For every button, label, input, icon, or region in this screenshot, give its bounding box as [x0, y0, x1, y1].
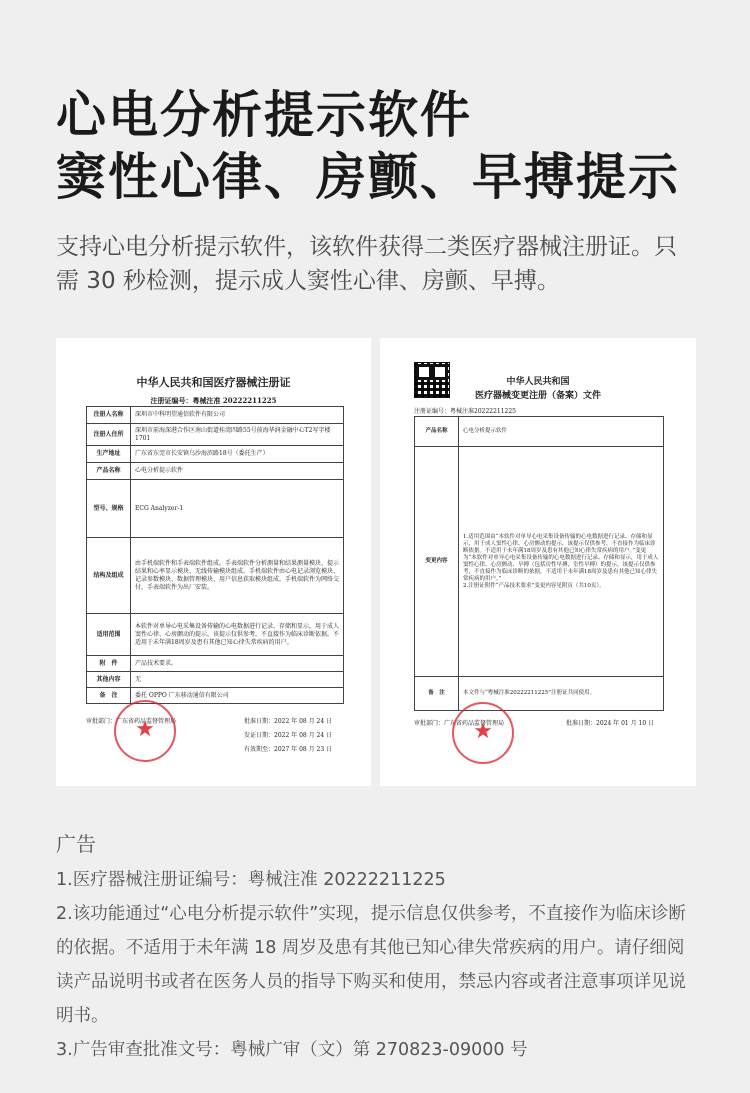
row-label: 注册人住所 [87, 424, 131, 446]
table-row [87, 688, 344, 704]
official-seal [452, 702, 514, 764]
issue-date: 发证日期：2022 年 08 月 24 日 [244, 732, 333, 739]
row-value: ECG Analyzer-1 [131, 480, 344, 538]
seal-star-icon: ★ [473, 719, 493, 744]
ad-list [56, 863, 701, 1067]
table-row [87, 538, 344, 614]
row-value: 深圳市前海深港合作区南山街道桂湾四路55号前海华润金融中心T2写字楼1701 [131, 424, 344, 446]
hero-title-line2: 窦性心律、房颤、早搏提示 [56, 148, 680, 206]
cert-number: 注册证编号：粤械注准 20222211225 [150, 396, 277, 405]
hero-title [56, 84, 680, 208]
table-row [87, 446, 344, 463]
table-row [87, 614, 344, 656]
approval-dept: 审批部门：广东省药品监督管理局 [86, 718, 177, 725]
row-value: 由手机端软件和手表端软件组成。手表端软件分析测量和结果测量模块、提示结果和心率显示模块、无线传输模块组成。手机端软件由心电记录浏览模块、记录参数模块、数据管理模块、用户信息获取模块组成。手机端软件为网络交付，手表端软件为出厂安装。 [131, 538, 344, 614]
row-label: 生产地址 [87, 446, 131, 463]
approval-date: 批准日期：2022 年 08 月 24 日 [244, 718, 333, 725]
table-row [415, 417, 664, 447]
list-item: 1.医疗器械注册证编号：粤械注准 20222211225 [56, 870, 446, 890]
table-row [87, 463, 344, 480]
row-value: 本软件对单导心电采集设备传输的心电数据进行记录、存储和显示，用于成人窦性心律、心房颤动的提示，该提示仅供参考，不直接作为临床诊断依据。不适用于未年满18周岁及患有其他已知心律失常疾病的用户。 [131, 614, 344, 656]
cert-table [86, 406, 344, 704]
hero-title-line1: 心电分析提示软件 [56, 86, 472, 144]
row-label: 适用范围 [87, 614, 131, 656]
approval-date: 批准日期：2024 年 01 月 10 日 [566, 720, 655, 727]
official-seal [114, 700, 176, 762]
table-row [415, 677, 664, 711]
row-value: 本文件与“粤械注准20222211225”注册证共同使用。 [459, 677, 664, 711]
row-value: 广东省东莞市长安镇乌沙海滨路18号（委托生产） [131, 446, 344, 463]
doc-table [414, 416, 664, 711]
row-label: 备 注 [415, 677, 459, 711]
hero-subtitle: 支持心电分析提示软件，该软件获得二类医疗器械注册证。只需 30 秒检测，提示成人窦性心律、房颤、早搏。 [56, 234, 677, 294]
row-label: 产品名称 [87, 463, 131, 480]
doc-title-line2: 医疗器械变更注册（备案）文件 [474, 391, 601, 401]
row-value: 无 [131, 672, 344, 688]
row-label: 结构及组成 [87, 538, 131, 614]
registration-certificate [56, 338, 371, 786]
table-row [87, 480, 344, 538]
doc-title-line1: 中华人民共和国 [506, 377, 570, 387]
row-label: 其他内容 [87, 672, 131, 688]
row-value: 心电分析提示软件 [131, 463, 344, 480]
row-label: 变更内容 [415, 447, 459, 677]
table-row [87, 656, 344, 672]
table-row [87, 407, 344, 424]
doc-number: 注册证编号：粤械注准20222211225 [414, 408, 516, 415]
row-value: 心电分析提示软件 [459, 417, 664, 447]
approval-dept: 审批部门：广东省药品监督管理局 [414, 720, 505, 727]
row-label: 产品名称 [415, 417, 459, 447]
row-value: 委托 OPPO 广东移动通信有限公司 [131, 688, 344, 704]
seal-star-icon: ★ [135, 717, 155, 742]
ad-heading: 广告 [56, 832, 96, 856]
row-value: 深圳市中科明望通信软件有限公司 [131, 407, 344, 424]
change-registration-document [380, 338, 696, 786]
row-value: 1.适用范围由“本软件对单导心电采集设备传输的心电数据进行记录、存储和显示，用于成人窦性心律、心房颤动的提示，该提示仅供参考，不直接作为临床诊断依据。不适用于未年满18周岁及患有其他已知心律失常疾病的用户。”变更为“本软件对单导心电采集设备传输的心电数据进行记录、存储和显示，用于成人窦性心律、心房颤动、早搏（包括房性早搏、室性早搏）的提示，该提示仅供参考，不直接作为临床诊断的依据，不适用于未年满18周岁及患有其他已知心律失常疾病的用户。” 2.注册证附件“产品技术要求”变更内容见附页（共10页）。 [459, 447, 664, 677]
valid-date: 有效期至：2027 年 08 月 23 日 [244, 746, 333, 753]
row-value: 产品技术要求。 [131, 656, 344, 672]
table-row [87, 672, 344, 688]
row-label: 附 件 [87, 656, 131, 672]
row-label: 备 注 [87, 688, 131, 704]
table-row [87, 424, 344, 446]
cert-title: 中华人民共和国医疗器械注册证 [136, 376, 291, 389]
list-item: 2.该功能通过“心电分析提示软件”实现，提示信息仅供参考，不直接作为临床诊断的依据。不适用于未年满 18 周岁及患有其他已知心律失常疾病的用户。请仔细阅读产品说明书或者在医务人员的指导下购买和使用，禁忌内容或者注意事项详见说明书。 [56, 904, 686, 1026]
row-label: 型号、规格 [87, 480, 131, 538]
table-row [415, 447, 664, 677]
row-label: 注册人名称 [87, 407, 131, 424]
list-item: 3.广告审查批准文号：粤械广审（文）第 270823-09000 号 [56, 1040, 528, 1060]
